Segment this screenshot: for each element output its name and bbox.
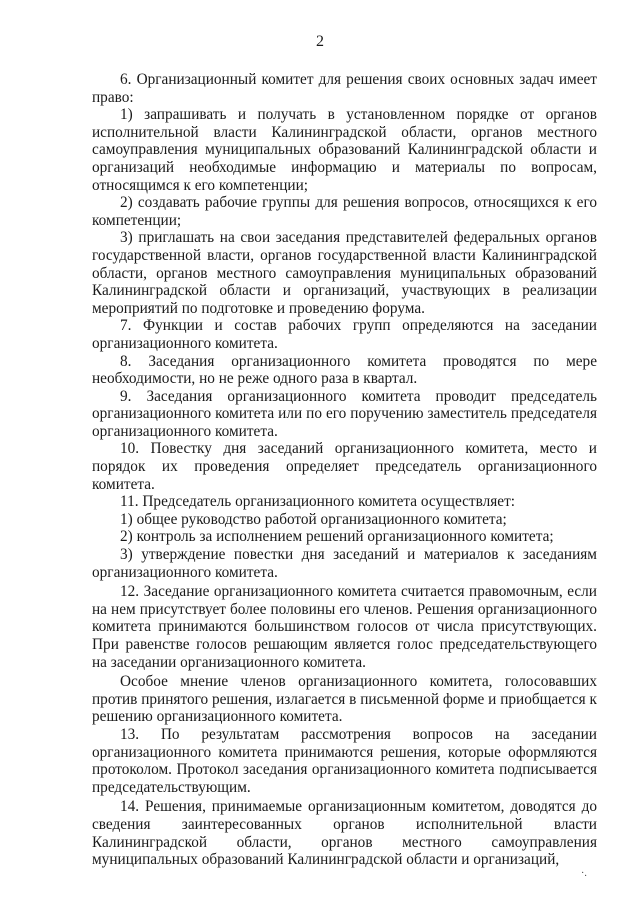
paragraph-11: 11. Председатель организационного комитета осуществляет: xyxy=(120,493,516,511)
paragraph-13: 13. По результатам рассмотрения вопросов на заседании организационного комитета принимаются решения, которые оформляются протоколом. Протокол заседания организационного комитета подписывается председательствующим. xyxy=(92,725,597,796)
paragraph-7: 7. Функции и состав рабочих групп определяются на заседании организационного комитета. xyxy=(92,317,597,352)
document-body xyxy=(92,71,597,869)
paragraph-10: 10. Повестку дня заседаний организационного комитета, место и порядок их проведения определяет председатель организационного комитета. xyxy=(92,440,597,493)
page-number: 2 xyxy=(316,33,324,50)
paragraph-12-dissent: Особое мнение членов организационного комитета, голосовавших против принятого решения, излагается в письменной форме и приобщается к решению организационного комитета. xyxy=(92,673,597,726)
paragraph-8: 8. Заседания организационного комитета проводятся по мере необходимости, но не реже одного раза в квартал. xyxy=(92,352,597,388)
paragraph-9: 9. Заседания организационного комитета проводит председатель организационного комитета или по его поручению заместитель председателя организационного комитета. xyxy=(92,387,597,440)
paragraph-12: 12. Заседание организационного комитета считается правомочным, если на нем присутствует более половины его членов. Решения организационного комитета принимаются большинством голосов от числа присутствующих. При равенстве голосов решающим является голос председательствующего на заседании организационного комитета. xyxy=(92,583,597,671)
paragraph-11-item-3: 3) утверждение повестки дня заседаний и материалов к заседаниям организационного комитета. xyxy=(92,546,597,581)
paragraph-6-item-1: 1) запрашивать и получать в установленном порядке от органов исполнительной власти Калининградской области, органов местного самоуправления муниципальных образований Калининградской области и организаций необходимые информацию и материалы по вопросам, относящимся к его компетенции; xyxy=(92,106,597,194)
paragraph-11-item-1: 1) общее руководство работой организационного комитета; xyxy=(120,510,507,528)
paragraph-11-item-2: 2) контроль за исполнением решений организационного комитета; xyxy=(120,528,554,546)
scan-speck: ·. xyxy=(581,868,587,879)
paragraph-14: 14. Решения, принимаемые организационным комитетом, доводятся до сведения заинтересованных органов исполнительной власти Калининградской области, органов местного самоуправления муниципальных образований Калининградской области и организаций, xyxy=(92,798,597,869)
paragraph-6-item-3: 3) приглашать на свои заседания представителей федеральных органов государственной власти, органов государственной власти Калининградской области, органов местного самоуправления муниципальных образований Калининградской области и организаций, участвующих в реализации мероприятий по подготовке и проведению форума. xyxy=(92,229,597,317)
paragraph-6: 6. Организационный комитет для решения своих основных задач имеет право: xyxy=(92,71,597,106)
paragraph-6-item-2: 2) создавать рабочие группы для решения вопросов, относящихся к его компетенции; xyxy=(92,194,597,229)
